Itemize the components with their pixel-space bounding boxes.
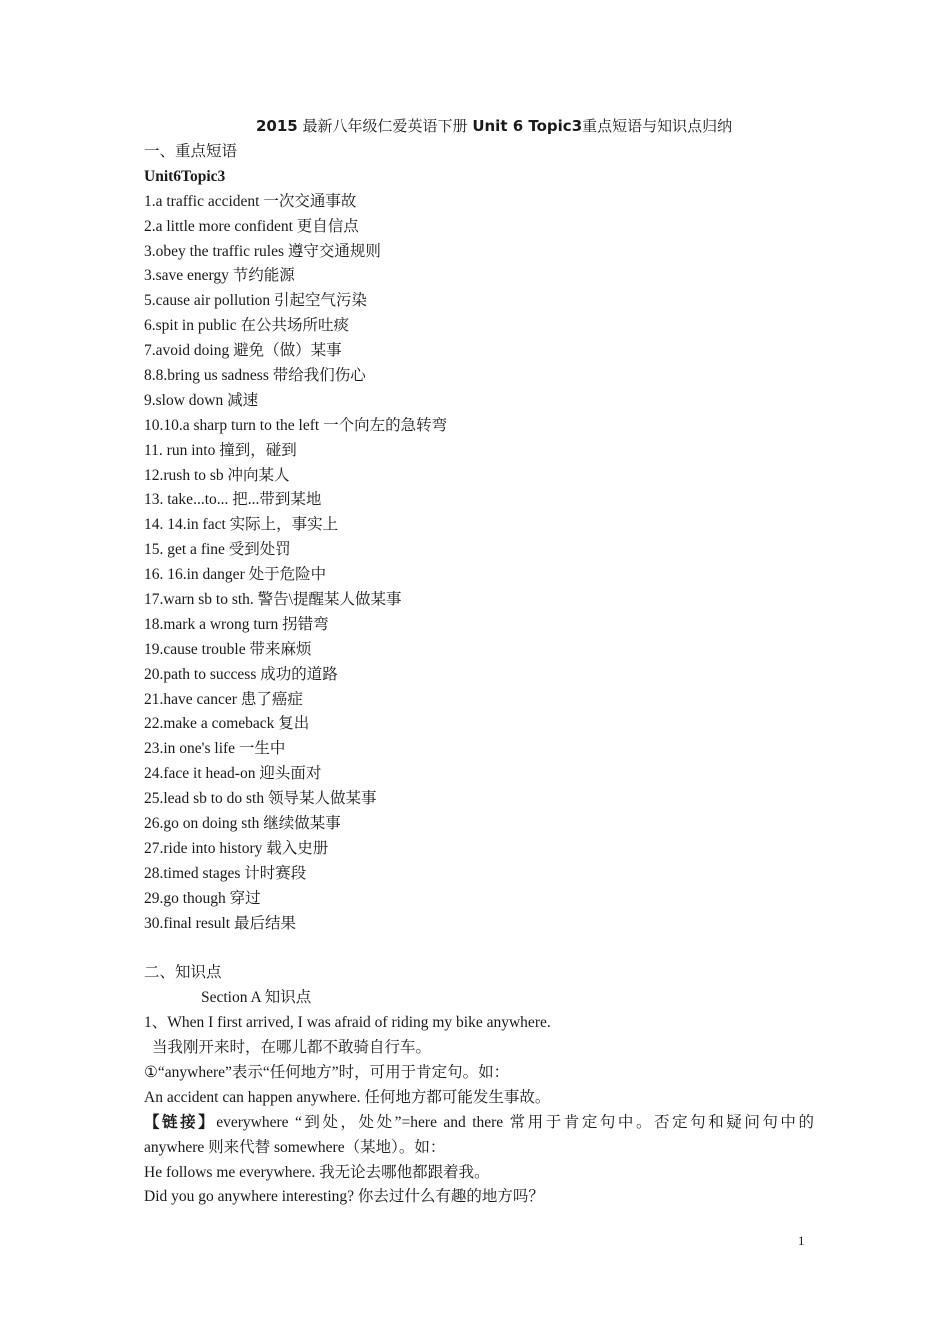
blank-line (144, 937, 814, 962)
phrase-list (144, 190, 814, 937)
title-year: 2015 (256, 117, 298, 135)
document-body (144, 140, 814, 1210)
phrase-item: 6.spit in public 在公共场所吐痰 (144, 317, 349, 335)
phrase-item: 24.face it head-on 迎头面对 (144, 765, 322, 783)
phrase-item: 30.final result 最后结果 (144, 914, 296, 932)
example-sentence: Did you go anywhere interesting? 你去过什么有趣的地方吗？ (144, 1188, 544, 1206)
phrase-item: 15. get a fine 受到处罚 (144, 541, 291, 559)
knowledge-point-example: An accident can happen anywhere. 任何地方都可能发生事故。 (144, 1088, 551, 1106)
phrase-item: 22.make a comeback 复出 (144, 715, 310, 733)
unit-subheading: Unit6Topic3 (144, 167, 226, 185)
phrase-item: 12.rush to sb 冲向某人 (144, 466, 290, 484)
phrase-item: 27.ride into history 载入史册 (144, 839, 329, 857)
phrase-item: 19.cause trouble 带来麻烦 (144, 640, 312, 658)
phrase-item: 29.go though 穿过 (144, 889, 261, 907)
phrase-item: 17.warn sb to sth. 警告\提醒某人做某事 (144, 591, 402, 609)
phrase-item: 3.obey the traffic rules 遵守交通规则 (144, 242, 381, 260)
phrase-item: 18.mark a wrong turn 拐错弯 (144, 615, 329, 633)
phrase-item: 11. run into 撞到，碰到 (144, 441, 297, 459)
section-heading-knowledge: 二、知识点 (144, 964, 222, 982)
example-sentence: He follows me everywhere. 我无论去哪他都跟着我。 (144, 1163, 490, 1181)
phrase-item: 1.a traffic accident 一次交通事故 (144, 192, 357, 210)
title-suffix: 重点短语与知识点归纳 (582, 117, 733, 135)
knowledge-point-note: ①“anywhere”表示“任何地方”时，可用于肯定句。如： (144, 1063, 510, 1081)
phrase-item: 13. take...to... 把...带到某地 (144, 491, 322, 509)
phrase-item: 2.a little more confident 更自信点 (144, 217, 359, 235)
phrase-item: 20.path to success 成功的道路 (144, 665, 338, 683)
link-paragraph (144, 1111, 814, 1136)
phrase-item: 7.avoid doing 避免（做）某事 (144, 342, 342, 360)
section-a-heading: Section A 知识点 (201, 989, 312, 1007)
phrase-item: 16. 16.in danger 处于危险中 (144, 566, 327, 584)
phrase-item: 5.cause air pollution 引起空气污染 (144, 292, 367, 310)
section-heading-phrases: 一、重点短语 (144, 143, 238, 160)
title-unit: Unit 6 Topic3 (472, 117, 583, 135)
phrase-item: 10.10.a sharp turn to the left 一个向左的急转弯 (144, 416, 448, 434)
knowledge-point-sentence: 1、When I first arrived, I was afraid of riding my bike anywhere. (144, 1014, 551, 1032)
phrase-item: 8.8.bring us sadness 带给我们伤心 (144, 367, 366, 385)
link-label: 【链接】 (144, 1113, 217, 1131)
page-number: 1 (798, 1233, 805, 1248)
phrase-item: 23.in one's life 一生中 (144, 740, 286, 758)
knowledge-point-translation: 当我刚开来时，在哪儿都不敢骑自行车。 (152, 1039, 432, 1057)
document-title (256, 115, 732, 136)
phrase-item: 26.go on doing sth 继续做某事 (144, 815, 341, 833)
phrase-item: 28.timed stages 计时赛段 (144, 864, 307, 882)
phrase-item: 25.lead sb to do sth 领导某人做某事 (144, 790, 377, 808)
link-text: everywhere “到处，处处”=here and there 常用于肯定句中。否定句和疑问句中的 (216, 1113, 814, 1131)
link-paragraph-continued: anywhere 则来代替 somewhere（某地）。如： (144, 1138, 446, 1156)
phrase-item: 21.have cancer 患了癌症 (144, 690, 303, 708)
title-middle: 最新八年级仁爱英语下册 (302, 117, 468, 135)
phrase-item: 9.slow down 减速 (144, 391, 259, 409)
phrase-item: 3.save energy 节约能源 (144, 267, 295, 285)
phrase-item: 14. 14.in fact 实际上，事实上 (144, 516, 339, 534)
